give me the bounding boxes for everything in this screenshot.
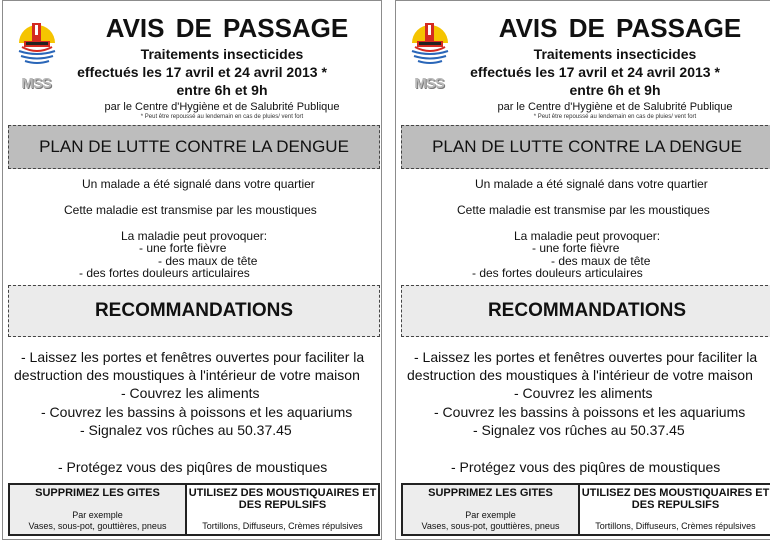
recommendation-line: - Couvrez les aliments xyxy=(121,385,260,401)
box-detail: Vases, sous-pot, gouttières, pneus xyxy=(28,521,167,531)
action-boxes xyxy=(8,483,380,536)
recommendation-line: - Laissez les portes et fenêtres ouvertes pour faciliter la xyxy=(414,349,758,365)
footnote: * Peut être repoussé au lendemain en cas de pluies/ vent fort xyxy=(140,114,304,120)
info-line: La maladie peut provoquer: xyxy=(121,229,268,243)
box-title: SUPPRIMEZ LES GITES xyxy=(35,487,160,499)
recommendation-line: - Couvrez les aliments xyxy=(514,385,653,401)
remove-breeding-sites-box xyxy=(403,485,580,534)
info-line: - des maux de tête xyxy=(551,254,651,268)
treatment-hours: entre 6h et 9h xyxy=(569,82,661,98)
notice-title: AVIS DE PASSAGE xyxy=(105,13,349,43)
box-subtitle: Par exemple xyxy=(465,510,516,520)
mss-logo-text: MSS xyxy=(414,75,444,92)
treatment-hours: entre 6h et 9h xyxy=(176,82,268,98)
notice-title: AVIS DE PASSAGE xyxy=(498,13,742,43)
dengue-plan-banner: PLAN DE LUTTE CONTRE LA DENGUE xyxy=(401,125,770,169)
notice-panel-left xyxy=(2,0,382,540)
treatment-dates: effectués les 17 avril et 24 avril 2013 * xyxy=(470,64,720,80)
recommendation-line: - Laissez les portes et fenêtres ouvertes pour faciliter la xyxy=(21,349,365,365)
recommendation-line: - Couvrez les bassins à poissons et les aquariums xyxy=(434,404,746,420)
recommendation-line: - Signalez vos rûches au 50.37.45 xyxy=(473,422,685,438)
recommendations-banner: RECOMMANDATIONS xyxy=(401,285,770,337)
notice-subtitle: Traitements insecticides xyxy=(140,46,304,62)
issuer-text: par le Centre d'Hygiène et de Salubrité Publique xyxy=(104,101,340,113)
box-title: SUPPRIMEZ LES GITES xyxy=(428,487,553,499)
info-line: Cette maladie est transmise par les moustiques xyxy=(457,203,710,217)
info-line: - des fortes douleurs articulaires xyxy=(472,266,643,280)
info-line: - des fortes douleurs articulaires xyxy=(79,266,250,280)
footnote: * Peut être repoussé au lendemain en cas de pluies/ vent fort xyxy=(533,114,697,120)
notice-subtitle: Traitements insecticides xyxy=(533,46,697,62)
use-nets-repellents-box xyxy=(187,485,378,534)
box-detail: Tortillons, Diffuseurs, Crèmes répulsives xyxy=(595,521,756,531)
info-line: - une forte fièvre xyxy=(139,241,227,255)
dengue-plan-banner: PLAN DE LUTTE CONTRE LA DENGUE xyxy=(8,125,380,169)
info-line: La maladie peut provoquer: xyxy=(514,229,661,243)
recommendation-line: - Protégez vous des piqûres de moustiques xyxy=(451,459,721,475)
recommendation-line: destruction des moustiques à l'intérieur de votre maison xyxy=(407,367,753,383)
treatment-dates: effectués les 17 avril et 24 avril 2013 * xyxy=(77,64,327,80)
info-line: Un malade a été signalé dans votre quartier xyxy=(475,177,708,191)
box-title: UTILISEZ DES MOUSTIQUAIRES ET DES REPULSIFS xyxy=(188,487,377,511)
box-detail: Vases, sous-pot, gouttières, pneus xyxy=(421,521,560,531)
info-line: - des maux de tête xyxy=(158,254,258,268)
info-line: Un malade a été signalé dans votre quartier xyxy=(82,177,315,191)
recommendation-line: - Signalez vos rûches au 50.37.45 xyxy=(80,422,292,438)
box-title: UTILISEZ DES MOUSTIQUAIRES ET DES REPULSIFS xyxy=(581,487,770,511)
recommendations-banner: RECOMMANDATIONS xyxy=(8,285,380,337)
notice-panel-right xyxy=(395,0,770,540)
mss-logo-text: MSS xyxy=(21,75,51,92)
info-line: Cette maladie est transmise par les moustiques xyxy=(64,203,317,217)
box-detail: Tortillons, Diffuseurs, Crèmes répulsives xyxy=(202,521,363,531)
issuer-text: par le Centre d'Hygiène et de Salubrité Publique xyxy=(497,101,733,113)
action-boxes xyxy=(401,483,770,536)
recommendation-line: destruction des moustiques à l'intérieur de votre maison xyxy=(14,367,360,383)
use-nets-repellents-box xyxy=(580,485,770,534)
remove-breeding-sites-box xyxy=(10,485,187,534)
info-line: - une forte fièvre xyxy=(532,241,620,255)
recommendation-line: - Protégez vous des piqûres de moustiques xyxy=(58,459,328,475)
recommendation-line: - Couvrez les bassins à poissons et les aquariums xyxy=(41,404,353,420)
box-subtitle: Par exemple xyxy=(72,510,123,520)
